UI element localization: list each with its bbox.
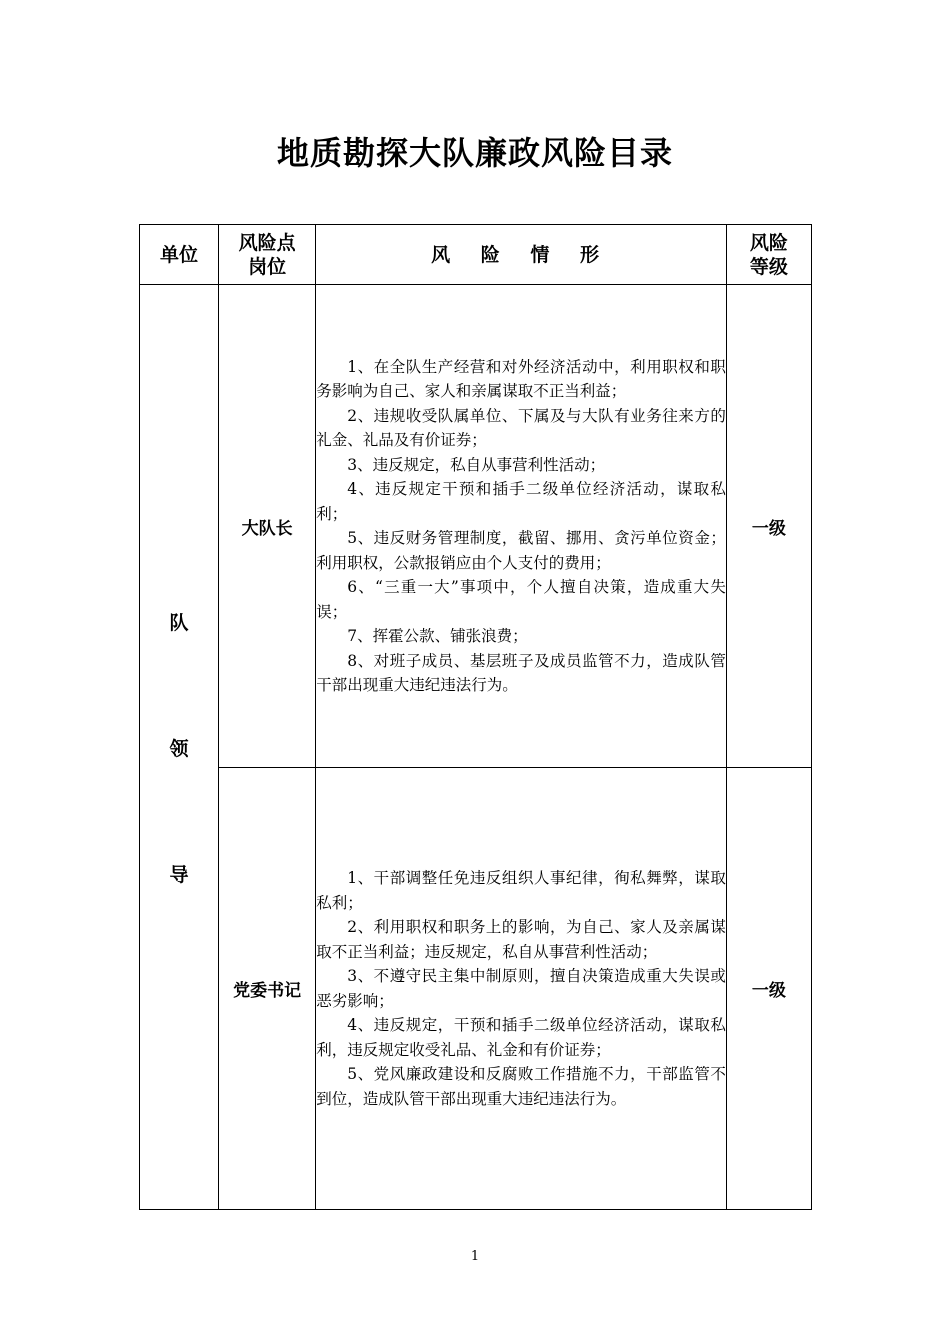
risk-item: 4、违反规定，干预和插手二级单位经济活动，谋取私利，违反规定收受礼品、礼金和有价证券；: [316, 1016, 726, 1059]
risk-item: 1、在全队生产经营和对外经济活动中，利用职权和职务影响为自己、家人和亲属谋取不正当利益；: [316, 357, 726, 400]
description-cell: [316, 768, 727, 1210]
unit-cell: [140, 285, 219, 1210]
header-level-line2: 等级: [749, 255, 788, 278]
risk-item: 2、违规收受队属单位、下属及与大队有业务往来方的礼金、礼品及有价证券；: [316, 406, 726, 449]
header-level: [726, 225, 811, 285]
risk-item: 5、违反财务管理制度，截留、挪用、贪污单位资金；利用职权，公款报销应由个人支付的费用；: [316, 529, 726, 572]
header-level-line1: 风险: [749, 231, 788, 254]
description-cell: [316, 285, 727, 768]
risk-item: 3、不遵守民主集中制原则，擅自决策造成重大失误或恶劣影响；: [316, 967, 726, 1010]
risk-item: 6、“三重一大”事项中，个人擅自决策，造成重大失误；: [316, 578, 726, 621]
table-row: [140, 768, 812, 1210]
risk-item: 7、挥霍公款、铺张浪费；: [347, 627, 528, 645]
header-unit: 单位: [140, 225, 219, 285]
header-post: [219, 225, 316, 285]
header-description: [316, 225, 727, 285]
header-post-line2: 岗位: [248, 255, 287, 278]
unit-char: 领: [169, 737, 189, 760]
page-title: 地质勘探大队廉政风险目录: [276, 134, 673, 172]
level-cell: 一级: [726, 285, 811, 768]
risk-item: 1、干部调整任免违反组织人事纪律，徇私舞弊，谋取私利；: [316, 869, 726, 912]
post-cell: 大队长: [219, 285, 316, 768]
risk-item: 5、党风廉政建设和反腐败工作措施不力，干部监管不到位，造成队管干部出现重大违纪违法行为。: [316, 1065, 726, 1108]
risk-table: [139, 224, 812, 1210]
level-cell: 一级: [726, 768, 811, 1210]
risk-item: 3、违反规定，私自从事营利性活动；: [347, 455, 606, 474]
risk-item: 4、违反规定干预和插手二级单位经济活动，谋取私利；: [316, 480, 726, 523]
post-cell: 党委书记: [219, 768, 316, 1210]
table-header-row: [140, 225, 812, 285]
risk-item: 8、对班子成员、基层班子及成员监管不力，造成队管干部出现重大违纪违法行为。: [316, 651, 726, 694]
page-number: 1: [470, 1249, 480, 1264]
unit-char: 导: [169, 863, 189, 886]
header-description-label: 风 险 情 形: [431, 243, 611, 266]
table-row: [140, 285, 812, 768]
header-post-line1: 风险点: [238, 231, 296, 254]
risk-item: 2、利用职权和职务上的影响，为自己、家人及亲属谋取不正当利益；违反规定，私自从事营利性活动；: [316, 918, 726, 961]
unit-char: 队: [169, 611, 189, 634]
